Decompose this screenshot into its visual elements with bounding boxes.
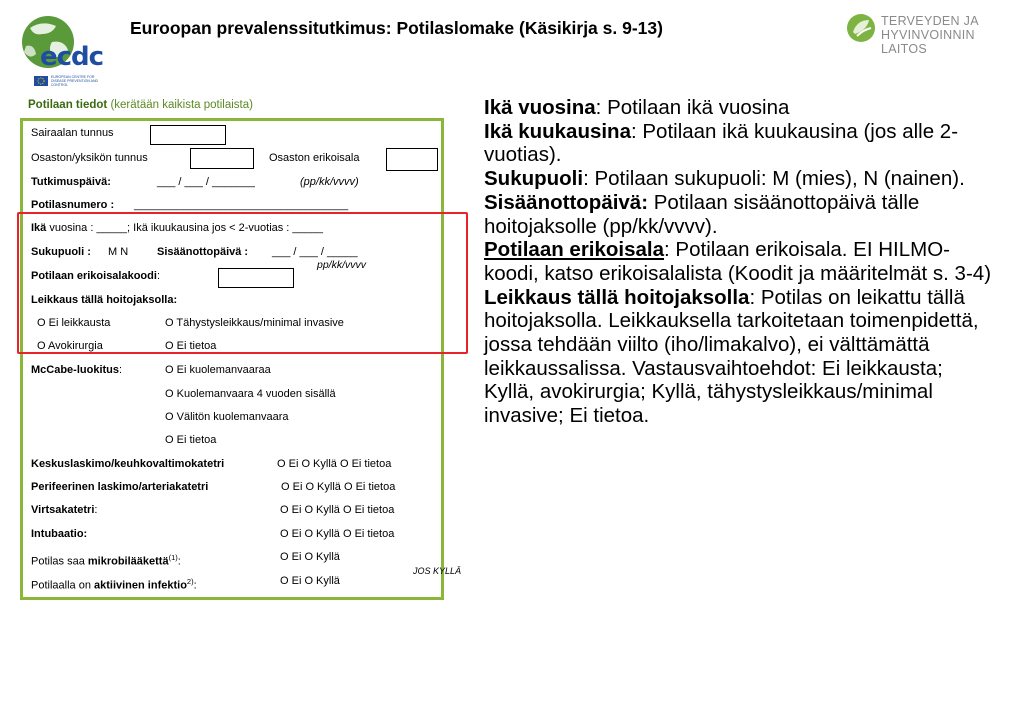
- desc-age-years-term: Ikä vuosina: [484, 96, 596, 119]
- mccabe-row: [31, 364, 122, 377]
- thl-line2: HYVINVOINNIN LAITOS: [881, 28, 975, 56]
- desc-sex: [484, 167, 994, 191]
- patient-number-label: Potilasnumero :: [31, 199, 115, 211]
- antimicrobial-label: mikrobilääkettä: [87, 555, 169, 568]
- desc-sex-text: : Potilaan sukupuoli: M (mies), N (nainen).: [583, 167, 965, 191]
- desc-specialty-text: : Potilaan erikoisala. EI HILMO-koodi, katso erikoisalalista (Koodit ja määritelmät s. 3-4): [484, 238, 992, 285]
- hospital-code-input[interactable]: [150, 125, 226, 145]
- mccabe-option-rapidly-fatal[interactable]: O Välitön kuolemanvaara: [165, 411, 289, 423]
- active-infection-colon: :: [193, 579, 197, 592]
- active-infection-row: [31, 575, 197, 593]
- antimicrobial-row: [31, 551, 181, 569]
- mccabe-colon: :: [119, 364, 123, 376]
- desc-age-months: [484, 120, 994, 167]
- highlight-box: [17, 212, 468, 354]
- section-title: Potilaan tiedot: [28, 99, 108, 111]
- desc-age-months-text: : Potilaan ikä kuukausina (jos alle 2-vuotias).: [484, 119, 959, 167]
- ward-specialty-input[interactable]: [386, 148, 438, 171]
- thl-name: [881, 14, 1015, 56]
- urinary-catheter-options[interactable]: O Ei O Kyllä O Ei tietoa: [280, 504, 395, 516]
- desc-surgery-term: Leikkaus tällä hoitojaksolla: [484, 285, 750, 309]
- surgery-option-open[interactable]: O Avokirurgia: [37, 340, 103, 352]
- hospital-code-label: Sairaalan tunnus: [31, 127, 114, 139]
- admission-date-field[interactable]: ___ / ___ / _____: [272, 246, 358, 258]
- active-infection-prefix: Potilaalla on: [31, 579, 91, 592]
- ward-code-label: Osaston/yksikön tunnus: [31, 152, 148, 164]
- sex-label: Sukupuoli :: [31, 246, 91, 258]
- desc-sex-term: Sukupuoli: [484, 167, 584, 191]
- urinary-catheter-colon: :: [94, 504, 98, 516]
- desc-surgery: [484, 286, 994, 428]
- section-note: (kerätään kaikista potilaista): [110, 99, 253, 111]
- admission-date-format: pp/kk/vvvv: [317, 259, 367, 271]
- survey-date-label: Tutkimuspäivä:: [31, 176, 111, 188]
- mccabe-option-unknown[interactable]: O Ei tietoa: [165, 434, 217, 446]
- desc-age-years: [484, 96, 994, 120]
- active-infection-label: aktiivinen infektio: [94, 579, 187, 592]
- desc-specialty: [484, 238, 994, 285]
- ecdc-logo-text: ecdc: [40, 42, 104, 72]
- antimicrobial-footnote: (1): [168, 553, 178, 562]
- pvc-options[interactable]: O Ei O Kyllä O Ei tietoa: [281, 481, 396, 493]
- desc-specialty-term: Potilaan erikoisala: [484, 238, 665, 262]
- intubation-label: Intubaatio:: [31, 528, 88, 540]
- desc-admission-term: Sisäänottopäivä:: [484, 190, 649, 214]
- surgery-option-none[interactable]: O Ei leikkausta: [37, 317, 111, 329]
- thl-leaf-icon: [845, 12, 877, 44]
- surgery-option-minimal-invasive[interactable]: O Tähystysleikkaus/minimal invasive: [165, 317, 344, 329]
- admission-label: Sisäänottopäivä :: [157, 246, 249, 258]
- desc-surgery-text: : Potilas on leikattu tällä hoitojaksolla. Leikkauksella tarkoitetaan toimenpidettä, jossa tehdään viilto (iho/limakalvo), ei välttämättä leikkaussalissa. Vastausvaihtoehdot: Ei leikkausta; Kyllä, avokirurgia; Kyllä, tähystysleikkaus/minimal invasive; Ei tietoa.: [484, 285, 979, 428]
- active-infection-options[interactable]: O Ei O Kyllä: [280, 575, 340, 587]
- survey-date-field[interactable]: ___ / ___ / _______: [157, 176, 255, 188]
- pvc-label: Perifeerinen laskimo/arteriakatetri: [31, 481, 209, 493]
- urinary-catheter-row: [31, 504, 97, 517]
- antimicrobial-options[interactable]: O Ei O Kyllä: [280, 551, 340, 563]
- survey-date-format: (pp/kk/vvvv): [300, 176, 359, 188]
- desc-admission-text: Potilaan sisäänottopäivä tälle hoitojaksolle (pp/kk/vvvv).: [484, 190, 920, 238]
- section-label: [28, 99, 253, 111]
- thl-logo: [845, 10, 1015, 56]
- thl-line1: TERVEYDEN JA: [881, 14, 979, 28]
- specialty-code-label: Potilaan erikoisalakoodi: [31, 270, 157, 282]
- cvc-options[interactable]: O Ei O Kyllä O Ei tietoa: [277, 458, 392, 470]
- patient-number-field[interactable]: ___________________________________: [134, 199, 349, 211]
- ecdc-logo: [12, 12, 110, 90]
- age-label: Ikä: [31, 222, 47, 234]
- urinary-catheter-label: Virtsakatetri: [31, 504, 95, 516]
- surgery-label: Leikkaus tällä hoitojaksolla:: [31, 294, 178, 306]
- active-infection-footnote: 2): [186, 577, 194, 586]
- antimicrobial-colon: :: [177, 555, 181, 568]
- desc-admission: [484, 191, 994, 238]
- intubation-options[interactable]: O Ei O Kyllä O Ei tietoa: [280, 528, 395, 540]
- desc-age-years-text: : Potilaan ikä vuosina: [595, 96, 790, 119]
- specialty-code-colon: :: [156, 270, 160, 282]
- field-descriptions: [484, 96, 994, 428]
- ward-code-input[interactable]: [190, 148, 254, 169]
- age-fields[interactable]: vuosina : _____; Ikä ikuukausina jos < 2-vuotias : _____: [49, 222, 324, 234]
- ward-specialty-label: Osaston erikoisala: [269, 152, 360, 164]
- ecdc-caption: EUROPEAN CENTRE FOR DISEASE PREVENTION AND CONTROL: [51, 75, 99, 87]
- if-yes-note: JOS KYLLÄ: [413, 566, 462, 576]
- cvc-label: Keskuslaskimo/keuhkovaltimokatetri: [31, 458, 225, 470]
- antimicrobial-prefix: Potilas saa: [31, 555, 85, 568]
- surgery-option-unknown[interactable]: O Ei tietoa: [165, 340, 217, 352]
- sex-options[interactable]: M N: [108, 246, 129, 258]
- mccabe-option-ultimately-fatal[interactable]: O Kuolemanvaara 4 vuoden sisällä: [165, 388, 336, 400]
- desc-age-months-term: Ikä kuukausina: [484, 119, 631, 143]
- mccabe-label: McCabe-luokitus: [31, 364, 120, 376]
- page-title: Euroopan prevalenssitutkimus: Potilaslomake (Käsikirja s. 9-13): [130, 18, 663, 38]
- mccabe-option-nonfatal[interactable]: O Ei kuolemanvaaraa: [165, 364, 271, 376]
